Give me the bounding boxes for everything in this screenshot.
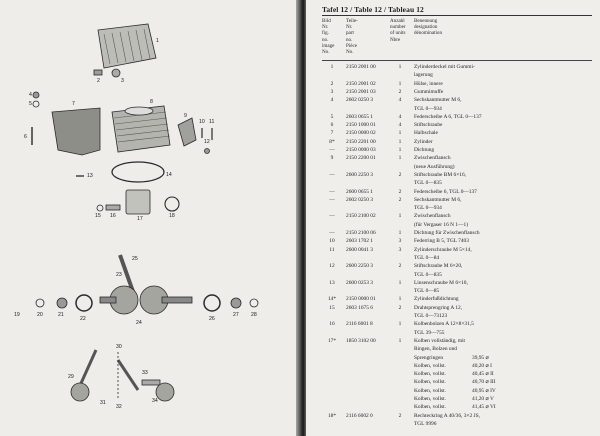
cell-figure-no: 11 (329, 246, 335, 253)
cell-designation: Stiftschraube M 6×20, (414, 263, 463, 270)
cell-figure-no: 12 (329, 263, 335, 270)
cell-figure-no: — (329, 188, 335, 195)
callout-20: 20 (37, 312, 43, 318)
cell-part-no: 2150 0000 02 (346, 130, 376, 137)
callout-11: 11 (209, 119, 215, 125)
cell-part-no: 2116 6002 0 (346, 412, 373, 419)
cell-figure-no: 16 (329, 321, 335, 328)
cell-designation: Federring B 5, TGL 7403 (414, 238, 469, 245)
callout-5: 5 (29, 101, 32, 107)
callout-34: 34 (152, 398, 158, 404)
cell-quantity: 1 (398, 147, 402, 153)
cell-part-no: 2150 2100 06 (346, 230, 376, 236)
cell-part-no: 2602 0250 3 (346, 196, 373, 203)
cell-designation: Kolben, vollst. (414, 371, 446, 378)
cell-quantity: 2 (398, 304, 402, 311)
cell-designation: Hülse, innere (414, 80, 443, 87)
cell-part-no: 1850 3102 00 (346, 337, 376, 344)
callout-13: 13 (87, 173, 93, 179)
cell-part-no: 2150 2001 00 (346, 64, 376, 70)
cell-part-no: 2150 2100 02 (346, 213, 376, 220)
cell-designation: Rechteckring A 40/36, 3×2 JS, (414, 412, 480, 419)
cell-figure-no: 4 (330, 97, 334, 104)
cell-part-no: 2600 0253 3 (346, 279, 373, 286)
cell-designation: Sechskantmutter M 6, (414, 97, 462, 104)
cell-designation: Ringen, Bolzen und (414, 346, 457, 353)
cell-part-no: 2150 2001 03 (346, 88, 376, 95)
cell-figure-no: 9 (330, 155, 334, 162)
cell-size: 39,95 ⌀ (472, 354, 489, 361)
cell-designation: Federscheibe 6, TGL 0—137 (414, 188, 477, 195)
cell-designation: Sechskantmutter M 6, (414, 196, 462, 203)
cell-size: 41,20 ⌀ V (472, 396, 494, 402)
column-rule (322, 60, 592, 61)
cell-designation: Sprengringen (414, 354, 444, 361)
callout-24: 24 (136, 320, 142, 326)
cell-designation: Zylinderfußdichtung (414, 296, 459, 303)
cell-designation: Federscheibe A 6, TGL 0—137 (414, 113, 482, 120)
cell-designation: TGL 0—835 (414, 271, 442, 278)
cell-quantity: 1 (398, 279, 402, 286)
cell-quantity: 2 (398, 263, 402, 270)
cell-size: 41,45 ⌀ VI (472, 404, 496, 411)
cell-designation: Drahtsprengring A 12, (414, 304, 463, 311)
cell-designation: Zwischenflansch (414, 213, 451, 220)
cell-designation: TGL 0—85 (414, 288, 440, 295)
cell-figure-no: — (329, 230, 335, 236)
callout-27: 27 (233, 312, 239, 318)
callout-4: 4 (29, 92, 32, 98)
cell-quantity: 1 (398, 138, 402, 145)
cell-figure-no: 1 (330, 64, 334, 70)
cell-figure-no: 6 (330, 122, 334, 129)
cell-figure-no: — (329, 171, 335, 178)
cell-figure-no: 18* (327, 412, 337, 419)
cell-part-no: 2602 0250 3 (346, 97, 373, 104)
cell-designation: lagerung (414, 72, 433, 79)
callout-29: 29 (68, 374, 74, 380)
callout-16: 16 (110, 213, 116, 219)
cell-part-no: 2150 0000 03 (346, 147, 376, 153)
column-figure-no: Bild Nr. fig. no. image No. (322, 18, 335, 56)
cell-designation: (für Vergaser 16 N 1—1) (414, 221, 468, 228)
cell-designation: Kolbenbolzen A 12×8×31,5 (414, 321, 474, 328)
callout-15: 15 (95, 213, 101, 219)
cell-size: 40,95 ⌀ IV (472, 387, 496, 394)
cell-designation: Kolben, vollst. (414, 387, 446, 394)
cell-designation: TGL 0—84 (414, 254, 440, 261)
cell-quantity: 1 (398, 155, 402, 162)
callout-2: 2 (97, 78, 100, 84)
cell-designation: Gummimuffe (414, 88, 444, 95)
cell-designation: Dichtung (414, 147, 435, 153)
callout-31: 31 (100, 400, 106, 406)
cell-designation: Dichtung für Zwischenflansch (414, 230, 480, 236)
cell-designation: Kolben, vollst. (414, 396, 446, 402)
column-part-no: Teile- Nr. part no. Pièce No. (346, 18, 358, 56)
cell-designation: Stiftschraube BM 6×16, (414, 171, 467, 178)
cell-part-no: 2600 2250 3 (346, 171, 373, 178)
cell-part-no: 2600 0655 1 (346, 188, 373, 195)
cell-quantity: 2 (398, 196, 402, 203)
callout-19: 19 (14, 312, 20, 318)
cell-designation: Kolben vollständig, mit (414, 337, 466, 344)
column-quantity: Anzahl number of units Nbre (390, 18, 406, 43)
cell-designation: Zylinderschraube M 5×14, (414, 246, 472, 253)
callout-23: 23 (116, 272, 122, 278)
callout-22: 22 (80, 316, 86, 322)
cell-figure-no: 10 (329, 238, 335, 245)
cell-part-no: 2603 1675 6 (346, 304, 373, 311)
cell-part-no: 2600 0041 3 (346, 246, 373, 253)
callout-25: 25 (132, 256, 138, 262)
cell-designation: Kolben, vollst. (414, 362, 446, 369)
cell-part-no: 2116 6001 8 (346, 321, 373, 328)
cell-quantity: 1 (398, 321, 402, 328)
cell-size: 40,70 ⌀ III (472, 379, 496, 386)
cell-size: 40,20 ⌀ I (472, 362, 492, 369)
right-page (306, 0, 600, 436)
cell-figure-no: 14* (327, 296, 337, 303)
callout-1: 1 (156, 38, 159, 44)
cell-designation: TGL 39—755 (414, 329, 445, 336)
column-designation: Benennung designation dénomination (414, 18, 443, 37)
cell-quantity: 1 (398, 337, 402, 344)
cell-designation: (neue Ausführung) (414, 163, 455, 170)
cell-figure-no: 7 (330, 130, 334, 137)
cell-designation: Zwischenflansch (414, 155, 451, 162)
cell-size: 40,45 ⌀ II (472, 371, 494, 378)
cell-part-no: 2150 2001 02 (346, 80, 376, 87)
cell-designation: Kolben, vollst. (414, 404, 446, 411)
cell-figure-no: — (329, 196, 335, 203)
cell-figure-no: 8* (329, 138, 335, 145)
callout-32: 32 (116, 404, 122, 410)
cell-part-no: 2150 0000 01 (346, 296, 376, 303)
callout-7: 7 (72, 101, 75, 107)
callout-17: 17 (137, 216, 143, 222)
cell-figure-no: — (329, 213, 335, 220)
cell-designation: TGL 0—934 (414, 205, 442, 212)
cell-quantity: 2 (398, 412, 402, 419)
cell-quantity: 4 (398, 113, 402, 120)
cell-part-no: 2150 2200 01 (346, 155, 376, 162)
cell-part-no: 2150 2201 00 (346, 138, 376, 145)
callout-30: 30 (116, 344, 122, 350)
cell-quantity: 1 (398, 130, 402, 137)
cell-designation: Zylinder (414, 138, 433, 145)
cell-quantity: 4 (398, 97, 402, 104)
cell-figure-no: 17* (327, 337, 337, 344)
cell-part-no: 2603 0655 1 (346, 113, 373, 120)
callout-8: 8 (150, 99, 153, 105)
cell-quantity: 1 (398, 64, 402, 70)
header-rule (322, 15, 592, 16)
cell-quantity: 1 (398, 80, 402, 87)
callout-10: 10 (199, 119, 205, 125)
cell-quantity: 3 (398, 238, 402, 245)
callout-26: 26 (209, 316, 215, 322)
cell-quantity: 2 (398, 171, 402, 178)
table-header: Tafel 12 / Table 12 / Tableau 12 (322, 5, 424, 14)
cell-quantity: 1 (398, 213, 402, 220)
cell-figure-no: 13 (329, 279, 335, 286)
callout-6: 6 (24, 134, 27, 140)
cell-designation: Kolben, vollst. (414, 379, 446, 386)
cell-designation: Halbschale (414, 130, 438, 137)
callout-28: 28 (251, 312, 257, 318)
cell-part-no: 2600 2250 3 (346, 263, 373, 270)
cell-figure-no: 5 (330, 113, 334, 120)
cell-part-no: 2603 1702 1 (346, 238, 373, 245)
cell-designation: TGL 0—73123 (414, 313, 448, 319)
callout-21: 21 (58, 312, 64, 318)
callout-14: 14 (166, 172, 172, 178)
callout-18: 18 (169, 213, 175, 219)
cell-designation: TGL 0—934 (414, 105, 442, 112)
cell-figure-no: 15 (329, 304, 335, 311)
cell-quantity: 2 (398, 88, 402, 95)
callout-33: 33 (142, 370, 148, 376)
cell-designation: TGL 9996 (414, 420, 437, 427)
cell-quantity: 1 (398, 230, 402, 236)
cell-designation: Linsenschraube M 6×10, (414, 279, 468, 286)
cell-figure-no: 3 (330, 88, 334, 95)
cell-quantity: 4 (398, 122, 402, 129)
cell-designation: Zylinderdeckel mit Gummi- (414, 64, 475, 70)
cell-designation: TGL 0—835 (414, 180, 442, 187)
cell-figure-no: — (329, 147, 335, 153)
cell-quantity: 3 (398, 246, 402, 253)
callout-12: 12 (204, 139, 210, 145)
cell-designation: Stiftschraube (414, 122, 443, 129)
callout-3: 3 (121, 78, 124, 84)
callout-9: 9 (184, 113, 187, 119)
cell-part-no: 2150 1000 01 (346, 122, 376, 129)
cell-quantity: 1 (398, 296, 402, 303)
cell-figure-no: 2 (330, 80, 334, 87)
cell-quantity: 2 (398, 188, 402, 195)
